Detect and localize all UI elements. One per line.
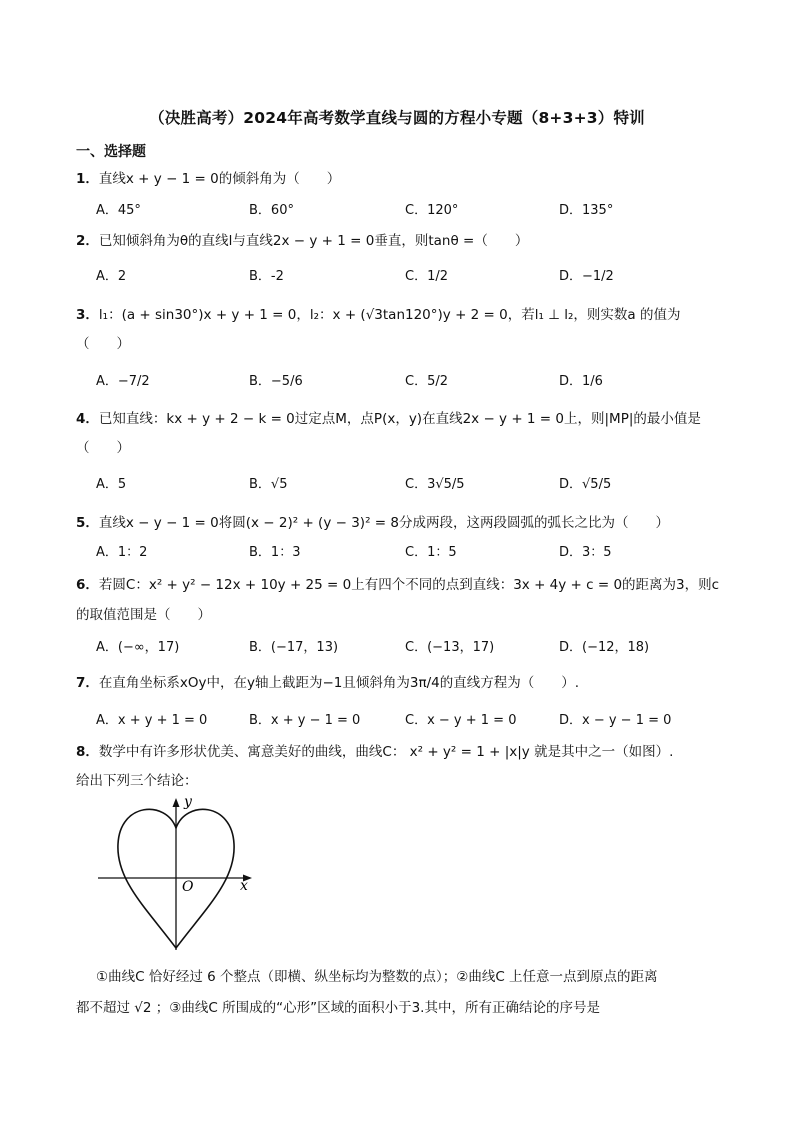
question-2-options (96, 265, 716, 291)
question-1 (76, 167, 340, 187)
option-d: D．135° (559, 203, 614, 218)
question-1-options (96, 199, 716, 225)
option-a: A．45° (96, 203, 141, 218)
option-c: C．1：5 (405, 545, 457, 560)
question-2 (76, 229, 528, 249)
question-8-continued: 给出下列三个结论： (76, 773, 198, 789)
question-number: 6． (76, 577, 99, 593)
option-d: D．x − y − 1 = 0 (559, 713, 672, 728)
question-4-options (96, 473, 716, 499)
option-c: C．1/2 (405, 269, 448, 284)
question-3-continued: （ ） (76, 336, 130, 352)
question-7-options (96, 709, 716, 735)
question-text: 直线x − y − 1 = 0将圆(x − 2)² + (y − 3)² = 8分成两段，这两段圆弧的弧长之比为（ ） (98, 515, 669, 531)
option-b: B．60° (249, 203, 294, 218)
question-text: 已知直线：kx + y + 2 − k = 0过定点M，点P(x，y)在直线2x − y + 1 = 0上，则|MP|的最小值是 (98, 411, 701, 427)
question-7 (76, 671, 579, 691)
page-title: （决胜高考）2024年高考数学直线与圆的方程小专题（8+3+3）特训 (149, 109, 645, 127)
option-d: D．1/6 (559, 374, 603, 389)
question-number: 1． (76, 171, 99, 187)
y-axis-arrow (173, 798, 180, 807)
heart-curve-figure (96, 790, 266, 960)
option-a: A．1：2 (96, 545, 148, 560)
question-text: 直线x + y − 1 = 0的倾斜角为（ ） (98, 171, 341, 187)
question-number: 2． (76, 233, 99, 249)
question-5-options (96, 541, 716, 567)
question-text: 数学中有许多形状优美、寓意美好的曲线，曲线C： x² + y² = 1 + |x|y 就是其中之一（如图）. (98, 744, 674, 760)
option-d: D．−1/2 (559, 269, 614, 284)
option-b: B．x + y − 1 = 0 (249, 713, 361, 728)
option-c: C．120° (405, 203, 459, 218)
option-a: A．x + y + 1 = 0 (96, 713, 208, 728)
section-heading: 一、选择题 (76, 144, 146, 160)
question-number: 7． (76, 675, 99, 691)
question-text: 在直角坐标系xOy中，在y轴上截距为−1且倾斜角为3π/4的直线方程为（ ）. (98, 675, 580, 691)
question-number: 3． (76, 307, 99, 323)
question-number: 5． (76, 515, 99, 531)
option-b: B．√5 (249, 477, 288, 492)
option-b: B．1：3 (249, 545, 301, 560)
question-number: 8． (76, 744, 99, 760)
origin-label: O (182, 879, 194, 895)
question-text: 若圆C：x² + y² − 12x + 10y + 25 = 0上有四个不同的点到直线：3x + 4y + c = 0的距离为3，则c (98, 577, 720, 593)
question-6 (76, 573, 719, 593)
option-d: D．√5/5 (559, 477, 612, 492)
option-a: A．5 (96, 477, 127, 492)
question-3 (76, 303, 680, 323)
question-5 (76, 511, 669, 531)
x-axis-label: x (240, 878, 248, 894)
question-4-continued: （ ） (76, 440, 130, 456)
conclusions-line-1: ①曲线C 恰好经过 6 个整点（即横、纵坐标均为整数的点）；②曲线C 上任意一点到原点的距离 (96, 969, 658, 985)
option-c: C．(−13，17) (405, 640, 495, 655)
question-3-options (96, 370, 716, 396)
option-a: A．2 (96, 269, 127, 284)
question-6-continued: 的取值范围是（ ） (76, 607, 211, 623)
option-b: B．-2 (249, 269, 284, 284)
option-a: A．(−∞，17) (96, 640, 180, 655)
option-d: D．(−12，18) (559, 640, 650, 655)
option-b: B．(−17，13) (249, 640, 339, 655)
conclusions-line-2: 都不超过 √2 ；③曲线C 所围成的“心形”区域的面积小于3.其中，所有正确结论的序号是 (76, 1000, 600, 1016)
question-number: 4． (76, 411, 99, 427)
option-c: C．x − y + 1 = 0 (405, 713, 517, 728)
y-axis-label: y (184, 794, 192, 810)
question-text: l₁：(a + sin30°)x + y + 1 = 0，l₂：x + (√3tan120°)y + 2 = 0，若l₁ ⊥ l₂，则实数a 的值为 (98, 307, 681, 323)
option-c: C．3√5/5 (405, 477, 465, 492)
question-6-options (96, 636, 716, 662)
question-8 (76, 740, 673, 760)
option-a: A．−7/2 (96, 374, 150, 389)
option-d: D．3：5 (559, 545, 612, 560)
option-b: B．−5/6 (249, 374, 303, 389)
question-text: 已知倾斜角为θ的直线l与直线2x − y + 1 = 0垂直，则tanθ =（ ） (98, 233, 529, 249)
question-4 (76, 407, 701, 427)
option-c: C．5/2 (405, 374, 448, 389)
